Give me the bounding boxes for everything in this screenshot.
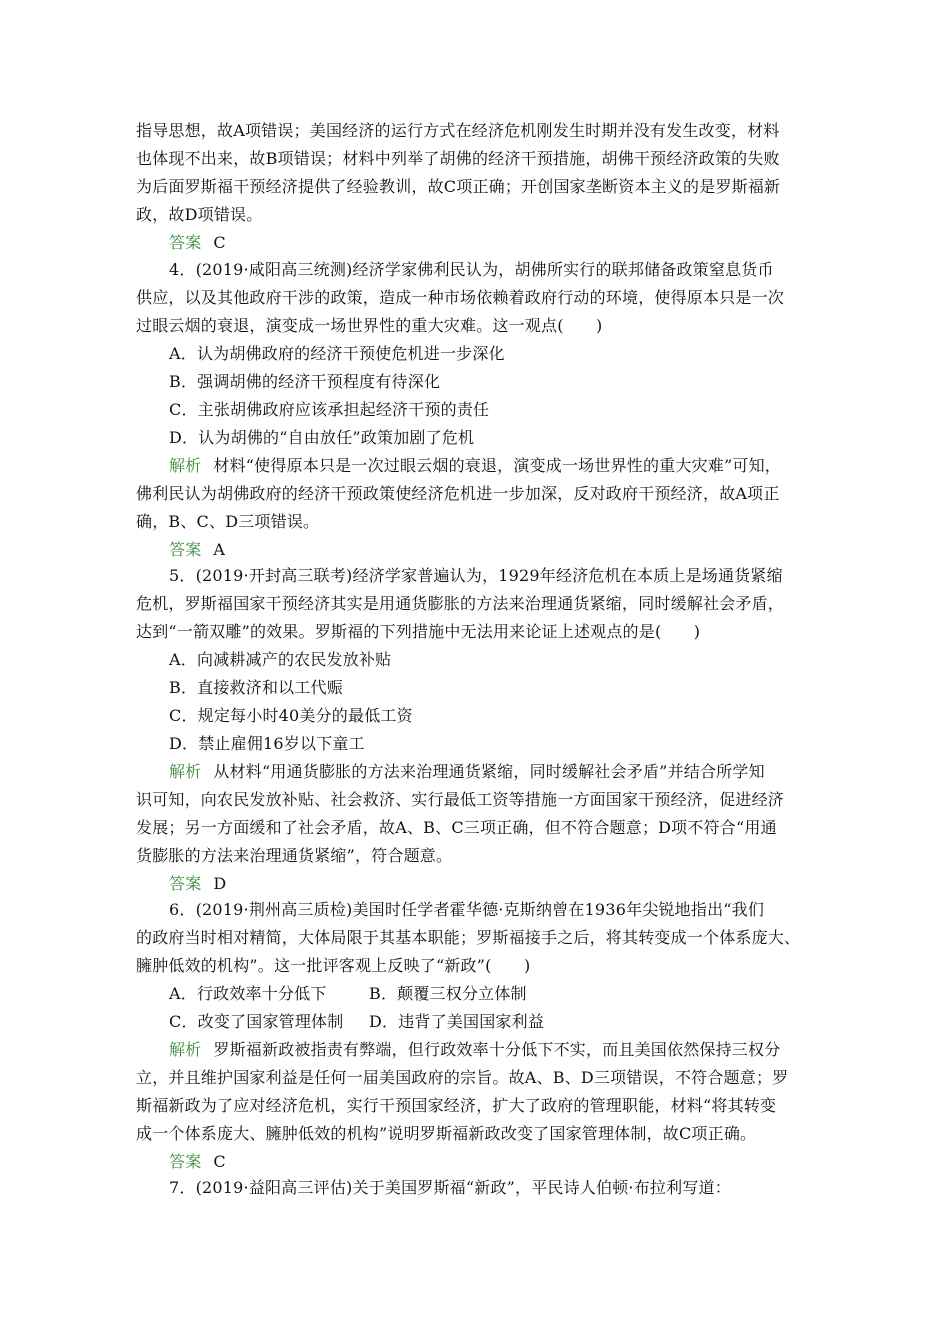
question-stem: 供应，以及其他政府干涉的政策，造成一种市场依赖着政府行动的环境，使得原本只是一次 bbox=[136, 288, 785, 307]
analysis-text: 佛利民认为胡佛政府的经济干预政策使经济危机进一步加深，反对政府干预经济，故A项正 bbox=[136, 484, 780, 503]
text-line: 政，故D项错误。 bbox=[136, 205, 263, 224]
answer-line bbox=[136, 229, 826, 257]
text-line: 为后面罗斯福干预经济提供了经验教训，故C项正确；开创国家垄断资本主义的是罗斯福新 bbox=[136, 177, 781, 196]
analysis-label: 解析 bbox=[169, 1040, 202, 1059]
analysis-text: 从材料“用通货膨胀的方法来治理通货紧缩，同时缓解社会矛盾”并结合所学知 bbox=[213, 762, 765, 781]
question-stem: 过眼云烟的衰退，演变成一场世界性的重大灾难。这一观点( ) bbox=[136, 316, 603, 335]
option-c: C．规定每小时40美分的最低工资 bbox=[169, 706, 413, 725]
analysis-label: 解析 bbox=[169, 456, 202, 475]
analysis-text: 成一个体系庞大、臃肿低效的机构”说明罗斯福新政改变了国家管理体制，故C项正确。 bbox=[136, 1124, 757, 1143]
answer-value: A bbox=[213, 540, 226, 559]
analysis-text: 斯福新政为了应对经济危机，实行干预国家经济，扩大了政府的管理职能，材料“将其转变 bbox=[136, 1096, 777, 1115]
question-6 bbox=[136, 896, 826, 1176]
answer-value: D bbox=[213, 874, 227, 893]
answer-label: 答案 bbox=[169, 540, 202, 559]
question-5 bbox=[136, 562, 826, 898]
analysis-text: 发展；另一方面缓和了社会矛盾，故A、B、C三项正确，但不符合题意；D项不符合“用通 bbox=[136, 818, 777, 837]
question-stem: 臃肿低效的机构”。这一批评客观上反映了“新政”( ) bbox=[136, 956, 531, 975]
answer-value: C bbox=[213, 1152, 226, 1171]
analysis-line bbox=[136, 452, 826, 480]
option-d: D．禁止雇佣16岁以下童工 bbox=[169, 734, 365, 753]
text-line: 也体现不出来，故B项错误；材料中列举了胡佛的经济干预措施，胡佛干预经济政策的失败 bbox=[136, 149, 780, 168]
question-stem: 危机，罗斯福国家干预经济其实是用通货膨胀的方法来治理通货紧缩，同时缓解社会矛盾， bbox=[136, 594, 785, 613]
answer-line bbox=[136, 536, 826, 564]
question-stem: 6．(2019·荆州高三质检)美国时任学者霍华德·克斯纳曾在1936年尖锐地指出“我们 bbox=[169, 900, 765, 919]
option-a: A．向减耕减产的农民发放补贴 bbox=[169, 650, 392, 669]
analysis-text: 立，并且维护国家利益是任何一届美国政府的宗旨。故A、B、D三项错误，不符合题意；罗 bbox=[136, 1068, 789, 1087]
question-stem: 5．(2019·开封高三联考)经济学家普遍认为，1929年经济危机在本质上是场通货紧缩 bbox=[169, 566, 783, 585]
question-4 bbox=[136, 256, 826, 564]
question-stem: 达到“一箭双雕”的效果。罗斯福的下列措施中无法用来论证上述观点的是( ) bbox=[136, 622, 701, 641]
answer-value: C bbox=[213, 233, 226, 252]
analysis-text: 货膨胀的方法来治理通货紧缩”，符合题意。 bbox=[136, 846, 453, 865]
answer-line bbox=[136, 1148, 826, 1176]
option-row bbox=[136, 1008, 826, 1036]
prev-analysis bbox=[136, 117, 826, 257]
answer-label: 答案 bbox=[169, 233, 202, 252]
analysis-text: 确，B、C、D三项错误。 bbox=[136, 512, 320, 531]
option-c: C．主张胡佛政府应该承担起经济干预的责任 bbox=[169, 400, 490, 419]
analysis-text: 罗斯福新政被指责有弊端，但行政效率十分低下不实，而且美国依然保持三权分 bbox=[213, 1040, 781, 1059]
option-c: C．改变了国家管理体制 bbox=[169, 1012, 344, 1031]
option-b: B．直接救济和以工代赈 bbox=[169, 678, 343, 697]
question-7 bbox=[136, 1174, 826, 1202]
analysis-line bbox=[136, 1036, 826, 1064]
question-stem: 的政府当时相对精简，大体局限于其基本职能；罗斯福接手之后，将其转变成一个体系庞大、 bbox=[136, 928, 801, 947]
analysis-text: 识可知，向农民发放补贴、社会救济、实行最低工资等措施一方面国家干预经济，促进经济 bbox=[136, 790, 785, 809]
analysis-text: 材料“使得原本只是一次过眼云烟的衰退，演变成一场世界性的重大灾难”可知， bbox=[213, 456, 781, 475]
answer-line bbox=[136, 870, 826, 898]
analysis-line bbox=[136, 758, 826, 786]
option-d: D．违背了美国国家利益 bbox=[369, 1012, 545, 1031]
option-b: B．颠覆三权分立体制 bbox=[369, 984, 527, 1003]
question-stem: 4．(2019·咸阳高三统测)经济学家佛利民认为，胡佛所实行的联邦储备政策窒息货币 bbox=[169, 260, 774, 279]
answer-label: 答案 bbox=[169, 1152, 202, 1171]
option-b: B．强调胡佛的经济干预程度有待深化 bbox=[169, 372, 441, 391]
option-d: D．认为胡佛的“自由放任”政策加剧了危机 bbox=[169, 428, 475, 447]
option-a: A．认为胡佛政府的经济干预使危机进一步深化 bbox=[169, 344, 505, 363]
question-stem: 7．(2019·益阳高三评估)关于美国罗斯福“新政”，平民诗人伯顿·布拉利写道： bbox=[169, 1178, 731, 1197]
analysis-label: 解析 bbox=[169, 762, 202, 781]
text-line: 指导思想，故A项错误；美国经济的运行方式在经济危机刚发生时期并没有发生改变，材料 bbox=[136, 121, 780, 140]
option-a: A．行政效率十分低下 bbox=[169, 984, 327, 1003]
answer-label: 答案 bbox=[169, 874, 202, 893]
option-row bbox=[136, 980, 826, 1008]
